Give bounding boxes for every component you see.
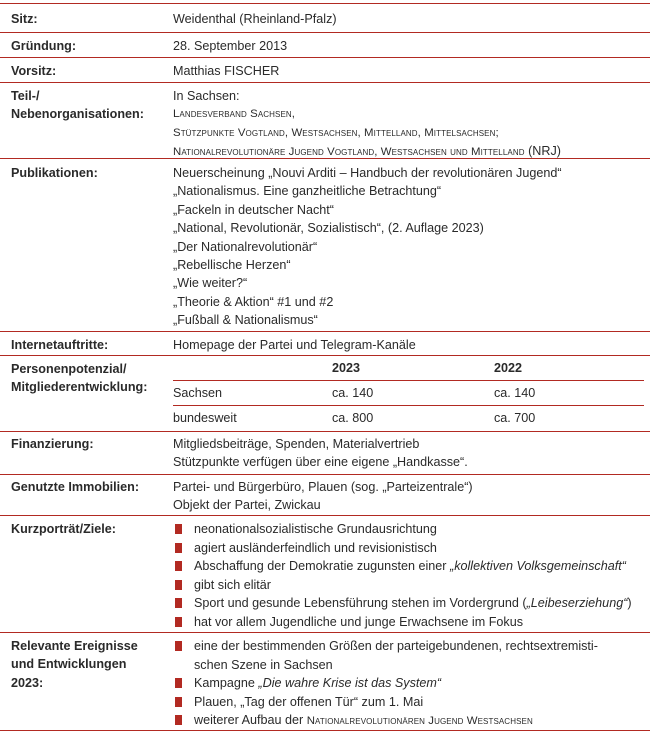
label-line: und Entwicklungen — [11, 657, 127, 672]
label-finanzierung: Finanzierung: — [11, 437, 94, 451]
event-text: weiterer Aufbau der — [194, 713, 307, 728]
goal-emphasis: „kollektiven Volksgemeinschaft“ — [450, 559, 626, 574]
row-internet — [0, 331, 650, 356]
label-sitz: Sitz: — [11, 12, 38, 26]
label-gruendung: Gründung: — [11, 39, 77, 53]
goal-text: ) — [627, 596, 632, 611]
year-header: 2023 — [332, 361, 361, 375]
row-vorsitz — [0, 57, 650, 83]
row-personenpotenzial — [0, 355, 650, 432]
publication-item: Neuerscheinung „Nouvi Arditi – Handbuch der revolutionären Jugend“ — [173, 166, 562, 180]
publication-item: „Wie weiter?“ — [173, 276, 248, 291]
goal-item — [173, 557, 644, 576]
value-vorsitz: Matthias FISCHER — [173, 64, 280, 78]
label-immobilien: Genutzte Immobilien: — [11, 480, 140, 494]
goal-text: Abschaffung der Demokratie zugunsten einer — [194, 559, 450, 574]
property-line: Partei- und Bürgerbüro, Plauen (sog. „Parteizentrale“) — [173, 480, 473, 494]
label-line: Mitgliederentwicklung: — [11, 380, 148, 395]
row-sitz — [0, 3, 650, 33]
label-vorsitz: Vorsitz: — [11, 64, 57, 78]
table-header-row — [173, 356, 644, 380]
row-gruendung — [0, 32, 650, 58]
event-item — [173, 711, 644, 731]
value-finanzierung — [173, 435, 644, 472]
row-organisationen — [0, 82, 650, 159]
event-text: schen Szene in Sachsen — [194, 657, 333, 672]
value-cell: ca. 700 — [494, 411, 536, 425]
org-name: Nationalrevolutionäre Jugend Vogtland, Westsachsen und Mittelland — [173, 146, 525, 159]
value-organisationen — [173, 87, 644, 162]
org-intro: In Sachsen: — [173, 89, 240, 103]
publication-item: „National, Revolutionär, Sozialistisch“, (2. Auflage 2023) — [173, 221, 484, 236]
publication-item: „Rebellische Herzen“ — [173, 258, 291, 273]
label-line: Teil-/ — [11, 89, 40, 103]
row-publikationen — [0, 158, 650, 332]
event-item: Plauen, „Tag der offenen Tür“ zum 1. Mai — [173, 693, 644, 712]
value-sitz: Weidenthal (Rheinland-Pfalz) — [173, 12, 337, 26]
publication-item: „Theorie & Aktion“ #1 und #2 — [173, 294, 334, 309]
table-row — [173, 380, 644, 405]
label-organisationen — [11, 87, 144, 124]
value-cell: ca. 140 — [332, 386, 374, 400]
label-kurzportraet: Kurzporträt/Ziele: — [11, 522, 116, 536]
publication-item: „Der Nationalrevolutionär“ — [173, 239, 318, 254]
event-text: Kampagne — [194, 676, 259, 691]
org-line: Stützpunkte Vogtland, Westsachsen, Mittelland, Mittelsachsen; — [173, 126, 499, 139]
label-internet: Internetauftritte: — [11, 338, 109, 352]
value-immobilien — [173, 478, 644, 515]
row-finanzierung — [0, 431, 650, 475]
label-line: 2023: — [11, 675, 44, 690]
goals-list — [173, 520, 644, 632]
goal-item: gibt sich elitär — [173, 576, 644, 595]
event-text: eine der bestimmenden Größen der parteigebundenen, rechtsextremisti- — [194, 639, 598, 653]
value-gruendung: 28. September 2013 — [173, 39, 288, 53]
finance-line: Mitgliedsbeiträge, Spenden, Materialvertrieb — [173, 437, 420, 451]
publication-item: „Nationalismus. Eine ganzheitliche Betrachtung“ — [173, 184, 442, 199]
value-cell: ca. 140 — [494, 386, 536, 400]
member-table — [173, 356, 644, 430]
event-emphasis: „Die wahre Krise ist das System“ — [258, 676, 442, 691]
label-line: Nebenorganisationen: — [11, 107, 144, 122]
goal-item: agiert ausländerfeindlich und revisionistisch — [173, 539, 644, 558]
label-personenpotenzial — [11, 360, 147, 397]
row-ereignisse — [0, 632, 650, 731]
events-list — [173, 637, 644, 731]
publication-item: „Fackeln in deutscher Nacht“ — [173, 202, 334, 217]
publication-list — [173, 164, 644, 330]
event-item — [173, 637, 644, 674]
value-internet: Homepage der Partei und Telegram-Kanäle — [173, 338, 416, 352]
label-publikationen: Publikationen: — [11, 166, 98, 180]
region-cell: bundesweit — [173, 411, 237, 425]
label-ereignisse — [11, 637, 138, 692]
table-row — [173, 405, 644, 430]
goal-item: hat vor allem Jugendliche und junge Erwachsene im Fokus — [173, 613, 644, 632]
row-immobilien — [0, 474, 650, 516]
property-line: Objekt der Partei, Zwickau — [173, 498, 321, 513]
publication-item: „Fußball & Nationalismus“ — [173, 313, 318, 328]
goal-text: Sport und gesunde Lebensführung stehen im Vordergrund ( — [194, 596, 527, 611]
label-line: Relevante Ereignisse — [11, 639, 138, 653]
org-line: Landesverband Sachsen, — [173, 108, 296, 121]
finance-line: Stützpunkte verfügen über eine eigene „Handkasse“. — [173, 455, 468, 470]
org-abbrev: (NRJ) — [524, 144, 561, 159]
goal-item — [173, 594, 644, 613]
row-kurzportraet — [0, 515, 650, 633]
goal-item: neonationalsozialistische Grundausrichtung — [173, 520, 644, 539]
region-cell: Sachsen — [173, 386, 223, 400]
event-org-name: Nationalrevolutionären Jugend Westsachsen — [306, 715, 533, 728]
event-item — [173, 674, 644, 693]
label-line: Personenpotenzial/ — [11, 362, 127, 376]
goal-emphasis: „Leibeserziehung“ — [526, 596, 628, 611]
value-cell: ca. 800 — [332, 411, 374, 425]
year-header: 2022 — [494, 361, 523, 375]
